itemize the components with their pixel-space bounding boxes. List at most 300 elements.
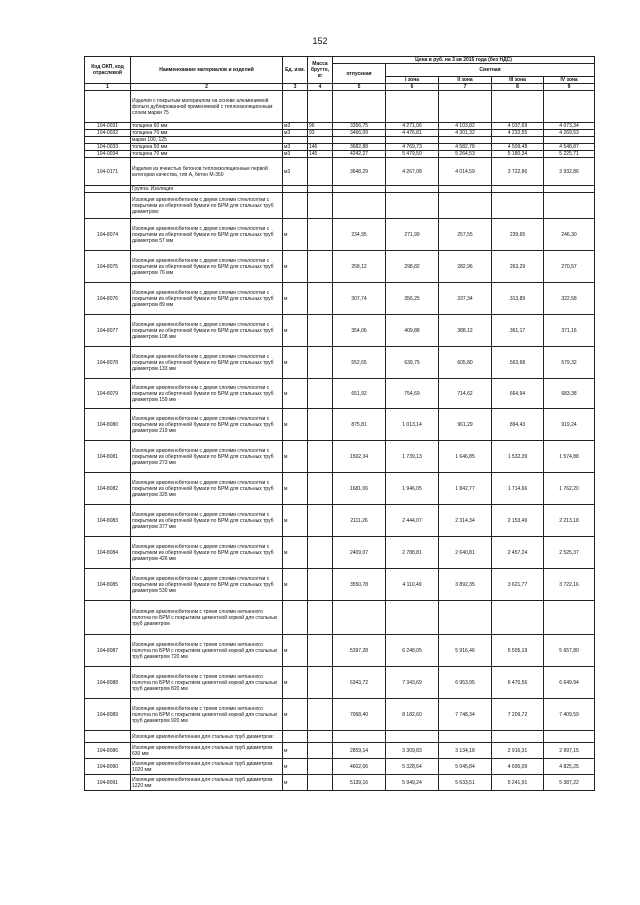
release-price-cell — [333, 193, 386, 219]
mass-cell — [308, 775, 333, 791]
column-number: 5 — [333, 84, 386, 91]
item-name-cell: Изоляция армопенобетоном с двумя слоями стеклосетки с покрытием из оберточной бумаги по БРМ для стальных труб диаметром 377 мм — [131, 505, 283, 537]
mass-cell — [308, 158, 333, 186]
zone-2-price-cell: 337,34 — [439, 283, 492, 315]
zone-3-price-cell: 6 470,56 — [492, 667, 544, 699]
table-row — [85, 193, 595, 219]
zone-1-price-cell: 8 182,60 — [386, 699, 439, 731]
zone-1-price-cell: 298,82 — [386, 251, 439, 283]
table-row — [85, 759, 595, 775]
release-price-cell: 2111,26 — [333, 505, 386, 537]
header-price-group: Цена в руб. на 3 кв 2015 года (без НДС) — [333, 57, 595, 64]
header-name: Наименование материалов и изделий — [131, 57, 283, 84]
zone-3-price-cell: 894,43 — [492, 409, 544, 441]
unit-cell: м — [283, 699, 308, 731]
item-code-cell: 104-8076 — [85, 283, 131, 315]
header-mass: Масса брутто, кг — [308, 57, 333, 84]
zone-2-price-cell — [439, 193, 492, 219]
release-price-cell: 354,06 — [333, 315, 386, 347]
unit-cell: м — [283, 667, 308, 699]
zone-4-price-cell: 5 225,71 — [544, 151, 595, 158]
item-name-cell: Изоляция армопенобетоном с двумя слоями стеклосетки с покрытием из оберточной бумаги по БРМ для стальных труб диаметром 325 мм — [131, 473, 283, 505]
mass-cell — [308, 667, 333, 699]
unit-cell: м3 — [283, 130, 308, 137]
item-code-cell: 104-8088 — [85, 667, 131, 699]
zone-4-price-cell: 1 762,20 — [544, 473, 595, 505]
unit-cell: м — [283, 441, 308, 473]
zone-2-price-cell — [439, 601, 492, 635]
item-name-cell: Изоляция армопенобетонная для стальных труб диаметром 630 мм — [131, 743, 283, 759]
item-code-cell: 104-8078 — [85, 347, 131, 379]
zone-2-price-cell: 961,29 — [439, 409, 492, 441]
column-number: 3 — [283, 84, 308, 91]
release-price-cell — [333, 186, 386, 193]
zone-1-price-cell: 409,88 — [386, 315, 439, 347]
zone-2-price-cell — [439, 731, 492, 743]
unit-cell: м3 — [283, 151, 308, 158]
unit-cell: м3 — [283, 158, 308, 186]
zone-4-price-cell: 4 548,87 — [544, 144, 595, 151]
mass-cell — [308, 635, 333, 667]
item-name-cell: Группа: Изоляция — [131, 186, 283, 193]
zone-3-price-cell: 4 037,69 — [492, 123, 544, 130]
zone-3-price-cell — [492, 731, 544, 743]
item-name-cell: Изоляция армопенобетоном с двумя слоями стеклосетки с покрытием из оберточной бумаги по БРМ для стальных труб диаметром 159 мм — [131, 379, 283, 409]
zone-2-price-cell — [439, 91, 492, 123]
table-row — [85, 743, 595, 759]
zone-4-price-cell — [544, 91, 595, 123]
zone-4-price-cell: 3 722,16 — [544, 569, 595, 601]
unit-cell: м — [283, 473, 308, 505]
zone-3-price-cell: 7 209,72 — [492, 699, 544, 731]
zone-4-price-cell: 6 649,94 — [544, 667, 595, 699]
release-price-cell: 3550,78 — [333, 569, 386, 601]
unit-cell: м — [283, 219, 308, 251]
column-number: 9 — [544, 84, 595, 91]
table-row — [85, 473, 595, 505]
zone-3-price-cell — [492, 186, 544, 193]
zone-4-price-cell: 4 073,34 — [544, 123, 595, 130]
zone-4-price-cell: 5 657,80 — [544, 635, 595, 667]
release-price-cell — [333, 91, 386, 123]
zone-1-price-cell — [386, 186, 439, 193]
column-number: 1 — [85, 84, 131, 91]
item-code-cell: 104-8084 — [85, 537, 131, 569]
zone-3-price-cell: 5 241,91 — [492, 775, 544, 791]
zone-4-price-cell: 270,57 — [544, 251, 595, 283]
item-name-cell: Изоляция армопенобетонная для стальных труб диаметром 1020 мм — [131, 759, 283, 775]
mass-cell — [308, 409, 333, 441]
zone-3-price-cell: 361,17 — [492, 315, 544, 347]
mass-cell — [308, 193, 333, 219]
header-zone-4: IV зона — [544, 77, 595, 84]
unit-cell — [283, 193, 308, 219]
zone-3-price-cell: 3 621,77 — [492, 569, 544, 601]
unit-cell: м3 — [283, 144, 308, 151]
unit-cell: м — [283, 251, 308, 283]
zone-4-price-cell: 919,24 — [544, 409, 595, 441]
mass-cell — [308, 743, 333, 759]
zone-1-price-cell: 2 444,07 — [386, 505, 439, 537]
zone-4-price-cell: 5 387,22 — [544, 775, 595, 791]
release-price-cell: 875,81 — [333, 409, 386, 441]
mass-cell — [308, 251, 333, 283]
zone-4-price-cell — [544, 137, 595, 144]
table-row — [85, 283, 595, 315]
item-name-cell: Изоляция армопенобетоном с тремя слоями нетканного полотна по БРМ с покрытием цементной коркой для стальных труб диаметром 920 мм — [131, 699, 283, 731]
release-price-cell: 307,74 — [333, 283, 386, 315]
table-row — [85, 137, 595, 144]
zone-4-price-cell: 683,38 — [544, 379, 595, 409]
page-number: 152 — [312, 36, 328, 46]
zone-2-price-cell: 4 103,82 — [439, 123, 492, 130]
mass-cell: 146 — [308, 144, 333, 151]
item-code-cell: 104-0031 — [85, 123, 131, 130]
zone-2-price-cell: 1 842,77 — [439, 473, 492, 505]
table-row — [85, 505, 595, 537]
table-row — [85, 315, 595, 347]
column-number-row — [85, 84, 595, 91]
release-price-cell: 6343,72 — [333, 667, 386, 699]
table-row — [85, 667, 595, 699]
item-name-cell: Изделия с покрытым материалом на основе алюминиевой фольги дублированной применяемой с теплоизоляционным слоем марки 75 — [131, 91, 283, 123]
item-code-cell: 104-8074 — [85, 219, 131, 251]
item-name-cell: Изоляция армопенобетоном с тремя слоями нетканного полотна по БРМ с покрытием цементной коркой для стальных труб диаметром 820 мм — [131, 667, 283, 699]
item-name-cell: Изоляция армопенобетоном с двумя слоями стеклосетки с покрытием из оберточной бумаги по БРМ для стальных труб диаметром: — [131, 193, 283, 219]
zone-3-price-cell: 2 153,49 — [492, 505, 544, 537]
unit-cell: м — [283, 759, 308, 775]
zone-1-price-cell: 4 271,06 — [386, 123, 439, 130]
table-row — [85, 731, 595, 743]
header-unit: Ед. изм. — [283, 57, 308, 84]
zone-3-price-cell: 563,68 — [492, 347, 544, 379]
release-price-cell: 3682,88 — [333, 144, 386, 151]
zone-1-price-cell — [386, 137, 439, 144]
zone-4-price-cell: 2 997,15 — [544, 743, 595, 759]
column-number: 7 — [439, 84, 492, 91]
item-code-cell — [85, 186, 131, 193]
zone-1-price-cell: 3 309,83 — [386, 743, 439, 759]
release-price-cell: 2409,07 — [333, 537, 386, 569]
item-name-cell: Изоляция армопенобетоном с двумя слоями стеклосетки с покрытием из оберточной бумаги по БРМ для стальных труб диаметром 108 мм — [131, 315, 283, 347]
zone-1-price-cell: 6 248,05 — [386, 635, 439, 667]
zone-3-price-cell: 239,65 — [492, 219, 544, 251]
zone-2-price-cell: 4 582,78 — [439, 144, 492, 151]
zone-1-price-cell — [386, 731, 439, 743]
release-price-cell: 1502,34 — [333, 441, 386, 473]
header-release-price: отпускная — [333, 64, 386, 84]
table-row — [85, 151, 595, 158]
item-code-cell — [85, 601, 131, 635]
table-row — [85, 441, 595, 473]
zone-1-price-cell — [386, 91, 439, 123]
zone-1-price-cell: 754,69 — [386, 379, 439, 409]
header-zone-2: II зона — [439, 77, 492, 84]
zone-3-price-cell — [492, 601, 544, 635]
zone-3-price-cell: 5 180,34 — [492, 151, 544, 158]
zone-3-price-cell: 5 505,19 — [492, 635, 544, 667]
table-row — [85, 601, 595, 635]
release-price-cell: 3466,09 — [333, 130, 386, 137]
release-price-cell: 7068,40 — [333, 699, 386, 731]
unit-cell: м3 — [283, 123, 308, 130]
item-name-cell: Изоляция армопенобетоном с двумя слоями стеклосетки с покрытием из оберточной бумаги по БРМ для стальных труб диаметром 57 мм — [131, 219, 283, 251]
unit-cell: м — [283, 347, 308, 379]
table-row — [85, 775, 595, 791]
zone-2-price-cell: 4 301,32 — [439, 130, 492, 137]
zone-1-price-cell — [386, 601, 439, 635]
item-code-cell — [85, 137, 131, 144]
zone-2-price-cell: 2 314,34 — [439, 505, 492, 537]
table-row — [85, 635, 595, 667]
zone-2-price-cell: 5 045,84 — [439, 759, 492, 775]
unit-cell — [283, 137, 308, 144]
item-code-cell — [85, 91, 131, 123]
zone-2-price-cell: 1 646,85 — [439, 441, 492, 473]
item-code-cell: 104-8089 — [85, 699, 131, 731]
zone-1-price-cell: 639,75 — [386, 347, 439, 379]
zone-4-price-cell: 2 525,37 — [544, 537, 595, 569]
mass-cell — [308, 699, 333, 731]
unit-cell: м — [283, 635, 308, 667]
zone-3-price-cell: 1 714,66 — [492, 473, 544, 505]
item-code-cell: 104-8079 — [85, 379, 131, 409]
zone-2-price-cell: 714,62 — [439, 379, 492, 409]
column-number: 2 — [131, 84, 283, 91]
unit-cell: м — [283, 775, 308, 791]
unit-cell — [283, 91, 308, 123]
zone-3-price-cell — [492, 137, 544, 144]
table-row — [85, 186, 595, 193]
item-code-cell: 104-0033 — [85, 144, 131, 151]
mass-cell — [308, 473, 333, 505]
zone-1-price-cell: 4 267,08 — [386, 158, 439, 186]
zone-3-price-cell: 4 695,09 — [492, 759, 544, 775]
zone-4-price-cell: 579,32 — [544, 347, 595, 379]
price-table — [84, 56, 595, 791]
mass-cell — [308, 601, 333, 635]
mass-cell — [308, 315, 333, 347]
zone-1-price-cell: 1 013,14 — [386, 409, 439, 441]
item-name-cell: Изоляция армопенобетоном с тремя слоями нетканного полотна по БРМ с покрытием цементной коркой для стальных труб диаметром 720 мм — [131, 635, 283, 667]
zone-1-price-cell: 5 328,64 — [386, 759, 439, 775]
table-row — [85, 347, 595, 379]
item-name-cell: Изоляция армопенобетоном с двумя слоями стеклосетки с покрытием из оберточной бумаги по БРМ для стальных труб диаметром 89 мм — [131, 283, 283, 315]
item-code-cell: 104-8091 — [85, 775, 131, 791]
item-code-cell: 104-0171 — [85, 158, 131, 186]
item-code-cell: 104-8080 — [85, 409, 131, 441]
header-estimate-price: Сметная — [386, 64, 595, 77]
zone-2-price-cell — [439, 137, 492, 144]
zone-2-price-cell: 388,12 — [439, 315, 492, 347]
table-row — [85, 219, 595, 251]
release-price-cell: 3356,75 — [333, 123, 386, 130]
zone-1-price-cell: 271,99 — [386, 219, 439, 251]
mass-cell — [308, 537, 333, 569]
column-number: 6 — [386, 84, 439, 91]
unit-cell: м — [283, 409, 308, 441]
release-price-cell: 1681,06 — [333, 473, 386, 505]
release-price-cell: 4242,27 — [333, 151, 386, 158]
item-code-cell: 104-0032 — [85, 130, 131, 137]
zone-4-price-cell: 3 932,86 — [544, 158, 595, 186]
zone-4-price-cell — [544, 193, 595, 219]
zone-2-price-cell: 5 264,53 — [439, 151, 492, 158]
zone-3-price-cell: 664,94 — [492, 379, 544, 409]
zone-3-price-cell: 3 722,86 — [492, 158, 544, 186]
table-body — [85, 91, 595, 791]
release-price-cell — [333, 137, 386, 144]
zone-2-price-cell: 7 748,34 — [439, 699, 492, 731]
zone-2-price-cell: 3 134,18 — [439, 743, 492, 759]
unit-cell — [283, 601, 308, 635]
zone-1-price-cell — [386, 193, 439, 219]
header-zone-1: I зона — [386, 77, 439, 84]
unit-cell: м — [283, 283, 308, 315]
table-row — [85, 379, 595, 409]
item-name-cell: Изоляция армопенобетонная для стальных труб диаметром 1220 мм — [131, 775, 283, 791]
unit-cell: м — [283, 537, 308, 569]
item-code-cell: 104-8075 — [85, 251, 131, 283]
column-number: 4 — [308, 84, 333, 91]
release-price-cell: 2859,14 — [333, 743, 386, 759]
item-name-cell: Изоляция армопенобетоном с двумя слоями стеклосетки с покрытием из оберточной бумаги по БРМ для стальных труб диаметром 219 мм — [131, 409, 283, 441]
item-name-cell: Изоляция армопенобетоном с двумя слоями стеклосетки с покрытием из оберточной бумаги по БРМ для стальных труб диаметром 426 мм — [131, 537, 283, 569]
table-row — [85, 537, 595, 569]
mass-cell — [308, 347, 333, 379]
zone-2-price-cell: 6 953,95 — [439, 667, 492, 699]
zone-4-price-cell — [544, 186, 595, 193]
unit-cell — [283, 186, 308, 193]
zone-1-price-cell: 356,25 — [386, 283, 439, 315]
table-row — [85, 123, 595, 130]
item-name-cell: Изоляция армопенобетоном с двумя слоями стеклосетки с покрытием из оберточной бумаги по БРМ для стальных труб диаметром 133 мм — [131, 347, 283, 379]
zone-3-price-cell: 4 509,48 — [492, 144, 544, 151]
item-name-cell: толщина 60 мм — [131, 123, 283, 130]
zone-3-price-cell: 2 916,31 — [492, 743, 544, 759]
release-price-cell: 258,12 — [333, 251, 386, 283]
release-price-cell — [333, 601, 386, 635]
zone-3-price-cell — [492, 193, 544, 219]
table-row — [85, 569, 595, 601]
release-price-cell: 3648,29 — [333, 158, 386, 186]
zone-2-price-cell: 3 892,35 — [439, 569, 492, 601]
item-code-cell: 104-8086 — [85, 743, 131, 759]
zone-2-price-cell: 605,80 — [439, 347, 492, 379]
zone-1-price-cell: 5 479,50 — [386, 151, 439, 158]
table-row — [85, 130, 595, 137]
mass-cell — [308, 186, 333, 193]
release-price-cell — [333, 731, 386, 743]
release-price-cell: 651,92 — [333, 379, 386, 409]
mass-cell: 145 — [308, 151, 333, 158]
zone-2-price-cell: 257,55 — [439, 219, 492, 251]
zone-4-price-cell: 7 409,59 — [544, 699, 595, 731]
unit-cell — [283, 731, 308, 743]
zone-2-price-cell — [439, 186, 492, 193]
table-row — [85, 699, 595, 731]
item-code-cell: 104-8085 — [85, 569, 131, 601]
zone-4-price-cell: 322,58 — [544, 283, 595, 315]
mass-cell — [308, 137, 333, 144]
item-name-cell: Изоляция армопенобетоном с двумя слоями стеклосетки с покрытием из оберточной бумаги по БРМ для стальных труб диаметром 530 мм — [131, 569, 283, 601]
item-code-cell: 104-8082 — [85, 473, 131, 505]
release-price-cell: 4602,06 — [333, 759, 386, 775]
table-header — [85, 57, 595, 91]
item-code-cell: 104-8077 — [85, 315, 131, 347]
item-name-cell: Изоляция армопенобетоном с двумя слоями стеклосетки с покрытием из оберточной бумаги по БРМ для стальных труб диаметром 76 мм — [131, 251, 283, 283]
item-name-cell: Изделия из ячеистых бетонов теплоизоляционные первой категории качества, тип А, бетон М-350 — [131, 158, 283, 186]
release-price-cell: 5397,28 — [333, 635, 386, 667]
item-code-cell: 104-0034 — [85, 151, 131, 158]
zone-3-price-cell: 1 532,39 — [492, 441, 544, 473]
unit-cell: м — [283, 315, 308, 347]
mass-cell — [308, 569, 333, 601]
zone-1-price-cell: 4 769,73 — [386, 144, 439, 151]
item-code-cell: 104-8081 — [85, 441, 131, 473]
zone-4-price-cell: 4 269,53 — [544, 130, 595, 137]
unit-cell: м — [283, 379, 308, 409]
mass-cell: 96 — [308, 123, 333, 130]
zone-3-price-cell: 4 232,55 — [492, 130, 544, 137]
mass-cell: 93 — [308, 130, 333, 137]
header-code: Код ОКП, код отраслевой — [85, 57, 131, 84]
item-code-cell: 104-8090 — [85, 759, 131, 775]
item-name-cell: толщина 70 мм — [131, 130, 283, 137]
zone-1-price-cell: 1 946,05 — [386, 473, 439, 505]
table-row — [85, 158, 595, 186]
mass-cell — [308, 505, 333, 537]
item-name-cell: толщина 50 мм — [131, 144, 283, 151]
zone-2-price-cell: 282,96 — [439, 251, 492, 283]
zone-2-price-cell: 2 640,81 — [439, 537, 492, 569]
mass-cell — [308, 219, 333, 251]
mass-cell — [308, 731, 333, 743]
mass-cell — [308, 283, 333, 315]
item-name-cell: Изоляция армопенобетонная для стальных труб диаметром: — [131, 731, 283, 743]
item-name-cell: Изоляция армопенобетоном с тремя слоями нетканного полотна по БРМ с покрытием цементной коркой для стальных труб диаметром — [131, 601, 283, 635]
zone-3-price-cell: 2 457,24 — [492, 537, 544, 569]
zone-1-price-cell: 1 739,13 — [386, 441, 439, 473]
mass-cell — [308, 759, 333, 775]
zone-3-price-cell: 263,29 — [492, 251, 544, 283]
zone-3-price-cell — [492, 91, 544, 123]
release-price-cell: 552,65 — [333, 347, 386, 379]
unit-cell: м — [283, 569, 308, 601]
zone-1-price-cell: 4 110,49 — [386, 569, 439, 601]
item-code-cell — [85, 731, 131, 743]
zone-4-price-cell: 2 213,18 — [544, 505, 595, 537]
zone-1-price-cell: 5 949,24 — [386, 775, 439, 791]
table-row — [85, 144, 595, 151]
zone-4-price-cell — [544, 601, 595, 635]
mass-cell — [308, 379, 333, 409]
header-zone-3: III зона — [492, 77, 544, 84]
zone-1-price-cell: 4 476,81 — [386, 130, 439, 137]
zone-1-price-cell: 7 343,69 — [386, 667, 439, 699]
item-code-cell: 104-8087 — [85, 635, 131, 667]
table-row — [85, 91, 595, 123]
zone-4-price-cell: 1 574,88 — [544, 441, 595, 473]
zone-4-price-cell: 4 825,25 — [544, 759, 595, 775]
column-number: 8 — [492, 84, 544, 91]
item-name-cell: марки 100, 125 — [131, 137, 283, 144]
item-code-cell — [85, 193, 131, 219]
item-name-cell: толщина 70 мм — [131, 151, 283, 158]
zone-1-price-cell: 2 788,81 — [386, 537, 439, 569]
zone-2-price-cell: 5 916,46 — [439, 635, 492, 667]
zone-2-price-cell: 4 014,59 — [439, 158, 492, 186]
